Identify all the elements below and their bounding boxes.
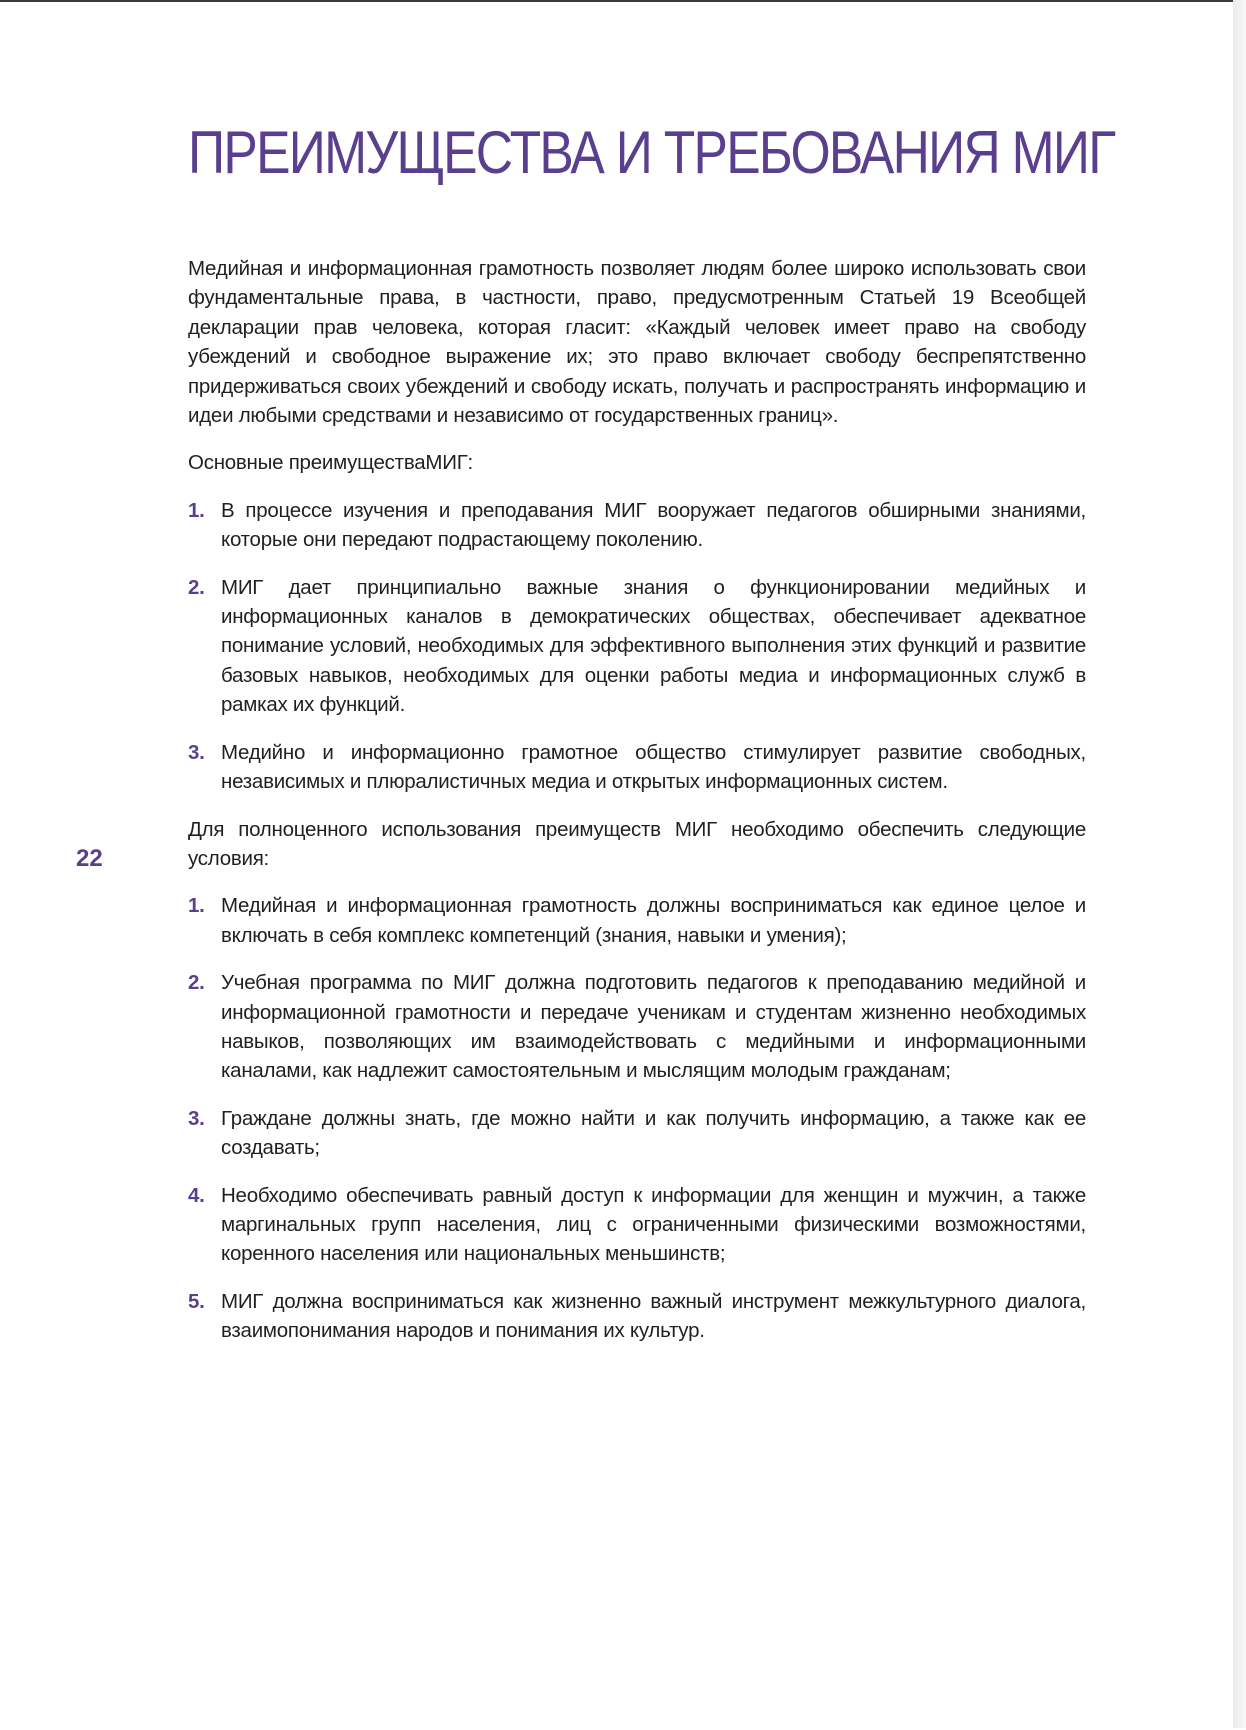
page-number: 22: [76, 845, 103, 872]
list-number: 3.: [188, 740, 205, 764]
list-item: [188, 738, 1086, 797]
list-item-text: Медийно и информационно грамотное общество стимулирует развитие свободных, независимых и плюралистичных медиа и открытых информационных систем.: [221, 740, 1086, 794]
list-item: [188, 1104, 1086, 1163]
list-item: [188, 1181, 1086, 1269]
body-text: [188, 254, 1086, 1364]
list-item-text: Необходимо обеспечивать равный доступ к информации для женщин и мужчин, а также маргинальных групп населения, лиц с ограниченными физическими возможностями, коренного населения или национальных меньшинств;: [221, 1183, 1086, 1266]
list-item-text: В процессе изучения и преподавания МИГ вооружает педагогов обширными знаниями, которые они передают подрастающему поколению.: [221, 498, 1086, 552]
list-number: 1.: [188, 498, 205, 522]
page-title: ПРЕИМУЩЕСТВА И ТРЕБОВАНИЯ МИГ: [188, 119, 1115, 186]
list-number: 3.: [188, 1106, 205, 1130]
list-item-text: Медийная и информационная грамотность должны восприниматься как единое целое и включать в себя комплекс компетенций (знания, навыки и умения);: [221, 894, 1086, 947]
list-number: 5.: [188, 1289, 205, 1313]
list-item-text: Граждане должны знать, где можно найти и как получить информацию, а также как ее создавать;: [221, 1106, 1086, 1160]
list-number: 2.: [188, 971, 205, 995]
list-item: [188, 1287, 1086, 1346]
benefits-list: [188, 496, 1086, 797]
benefits-lead: Основные преимуществаМИГ:: [188, 451, 473, 475]
list-item-text: МИГ должна восприниматься как жизненно важный инструмент межкультурного диалога, взаимопонимания народов и понимания их культур.: [221, 1289, 1086, 1343]
list-item: [188, 891, 1086, 950]
list-item: [188, 968, 1086, 1086]
list-item-text: МИГ дает принципиально важные знания о функционировании медийных и информационных каналов в демократических обществах, обеспечивает адекватное понимание условий, необходимых для эффективного выполнения этих функций и развитие базовых навыков, необходимых для оценки работы медиа и информационных служб в рамках их функций.: [221, 575, 1086, 717]
intro-paragraph: Медийная и информационная грамотность позволяет людям более широко использовать свои фундаментальные права, в частности, право, предусмотренным Статьей 19 Всеобщей декларации прав человека, которая гласит: «Каждый человек имеет право на свободу убеждений и свободное выражение их; это право включает свободу беспрепятственно придерживаться своих убеждений и свободу искать, получать и распространять информацию и идеи любыми средствами и независимо от государственных границ».: [188, 257, 1086, 428]
conditions-list: [188, 891, 1086, 1345]
page-edge-shadow: [1233, 0, 1246, 1728]
list-number: 4.: [188, 1183, 205, 1207]
list-number: 1.: [188, 894, 205, 918]
list-item-text: Учебная программа по МИГ должна подготовить педагогов к преподаванию медийной и информационной грамотности и передаче ученикам и студентам жизненно необходимых навыков, позволяющих им взаимодействовать с медийными и информационными каналами, как надлежит самостоятельным и мыслящим молодым гражданам;: [221, 971, 1086, 1083]
list-item: [188, 496, 1086, 555]
list-number: 2.: [188, 575, 205, 599]
conditions-lead: Для полноценного использования преимуществ МИГ необходимо обеспечить следующие условия:: [188, 817, 1086, 870]
list-item: [188, 573, 1086, 720]
